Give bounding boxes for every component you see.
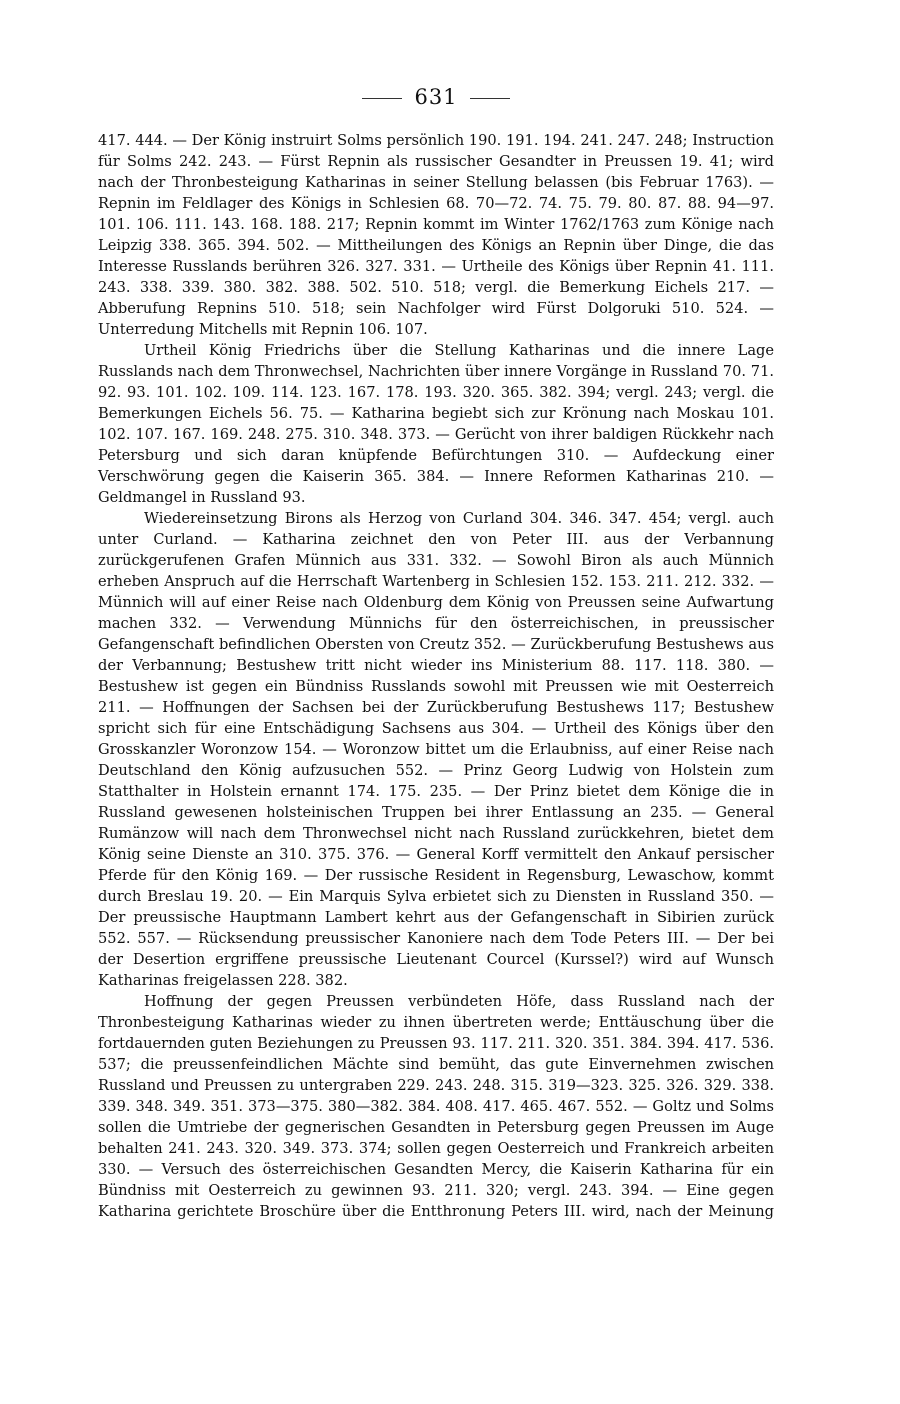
paragraph-continued: 417. 444. — Der König instruirt Solms persönlich 190. 191. 194. 241. 247. 248; Instruction für Solms 242. 243. — Fürst Repnin als russischer Gesandter in Preussen 19. 41; wird nach der Thronbesteigung Katharinas in seiner Stellung belassen (bis Februar 1763). — Repnin im Feldlager des Königs in Schlesien 68. 70—72. 74. 75. 79. 80. 87. 88. 94—97. 101. 106. 111. 143. 168. 188. 217; Repnin kommt im Winter 1762/1763 zum Könige nach Leipzig 338. 365. 394. 502. — Mittheilungen des Königs an Repnin über Dinge, die das Interesse Russlands berühren 326. 327. 331. — Urtheile des Königs über Repnin 41. 111. 243. 338. 339. 380. 382. 388. 502. 510. 518; vergl. die Bemerkung Eichels 217. — Abberufung Repnins 510. 518; sein Nachfolger wird Fürst Dolgoruki 510. 524. — Unterredung Mitchells mit Repnin 106. 107. xyxy=(98,132,774,338)
page-number-text: 631 xyxy=(414,85,458,109)
paragraph: Urtheil König Friedrichs über die Stellung Katharinas und die innere Lage Russlands nach dem Thronwechsel, Nachrichten über innere Vorgänge in Russland 70. 71. 92. 93. 101. 102. 109. 114. 123. 167. 178. 193. 320. 365. 382. 394; vergl. 243; vergl. die Bemerkungen Eichels 56. 75. — Katharina begiebt sich zur Krönung nach Moskau 101. 102. 107. 167. 169. 248. 275. 310. 348. 373. — Gerücht von ihrer baldigen Rückkehr nach Petersburg und sich daran knüpfende Befürchtungen 310. — Aufdeckung einer Verschwörung gegen die Kaiserin 365. 384. — Innere Reformen Katharinas 210. — Geldmangel in Russland 93. xyxy=(98,342,774,506)
page-number-dash-left xyxy=(362,98,402,99)
paragraph: Hoffnung der gegen Preussen verbündeten Höfe, dass Russland nach der Thronbesteigung Katharinas wieder zu ihnen übertreten werde; Enttäuschung über die fortdauernden guten Beziehungen zu Preussen 93. 117. 211. 320. 351. 384. 394. 417. 536. 537; die preussenfeindlichen Mächte sind bemüht, das gute Einvernehmen zwischen Russland und Preussen zu untergraben 229. 243. 248. 315. 319—323. 325. 326. 329. 338. 339. 348. 349. 351. 373—375. 380—382. 384. 408. 417. 465. 467. 552. — Goltz und Solms sollen die Umtriebe der gegnerischen Gesandten in Petersburg gegen Preussen im Auge behalten 241. 243. 320. 349. 373. 374; sollen gegen Oesterreich und Frankreich arbeiten 330. — Versuch des österreichischen Gesandten Mercy, die Kaiserin Katharina für ein Bündniss mit Oesterreich zu gewinnen 93. 211. 320; vergl. 243. 394. — Eine gegen Katharina gerichtete Broschüre über die Entthronung Peters III. wird, nach der Meinung xyxy=(98,993,774,1220)
page-number xyxy=(98,82,774,112)
document-page xyxy=(98,82,774,1222)
page-number-dash-right xyxy=(470,98,510,99)
body-text xyxy=(98,130,774,1222)
paragraph: Wiedereinsetzung Birons als Herzog von Curland 304. 346. 347. 454; vergl. auch unter Curland. — Katharina zeichnet den von Peter III. aus der Verbannung zurückgerufenen Grafen Münnich aus 331. 332. — Sowohl Biron als auch Münnich erheben Anspruch auf die Herrschaft Wartenberg in Schlesien 152. 153. 211. 212. 332. — Münnich will auf einer Reise nach Oldenburg dem König von Preussen seine Aufwartung machen 332. — Verwendung Münnichs für den österreichischen, in preussischer Gefangenschaft befindlichen Obersten von Creutz 352. — Zurückberufung Bestushews aus der Verbannung; Bestushew tritt nicht wieder ins Ministerium 88. 117. 118. 380. — Bestushew ist gegen ein Bündniss Russlands sowohl mit Preussen wie mit Oesterreich 211. — Hoffnungen der Sachsen bei der Zurückberufung Bestushews 117; Bestushew spricht sich für eine Entschädigung Sachsens aus 304. — Urtheil des Königs über den Grosskanzler Woronzow 154. — Woronzow bittet um die Erlaubniss, auf einer Reise nach Deutschland den König aufzusuchen 552. — Prinz Georg Ludwig von Holstein zum Statthalter in Holstein ernannt 174. 175. 235. — Der Prinz bietet dem Könige die in Russland gewesenen holsteinischen Truppen bei ihrer Entlassung an 235. — General Rumänzow will nach dem Thronwechsel nicht nach Russland zurückkehren, bietet dem König seine Dienste an 310. 375. 376. — General Korff vermittelt den Ankauf persischer Pferde für den König 169. — Der russische Resident in Regensburg, Lewaschow, kommt durch Breslau 19. 20. — Ein Marquis Sylva erbietet sich zu Diensten in Russland 350. — Der preussische Hauptmann Lambert kehrt aus der Gefangenschaft in Sibirien zurück 552. 557. — Rücksendung preussischer Kanoniere nach dem Tode Peters III. — Der bei der Desertion ergriffene preussische Lieutenant Courcel (Kurssel?) wird auf Wunsch Katharinas freigelassen 228. 382. xyxy=(98,510,774,989)
